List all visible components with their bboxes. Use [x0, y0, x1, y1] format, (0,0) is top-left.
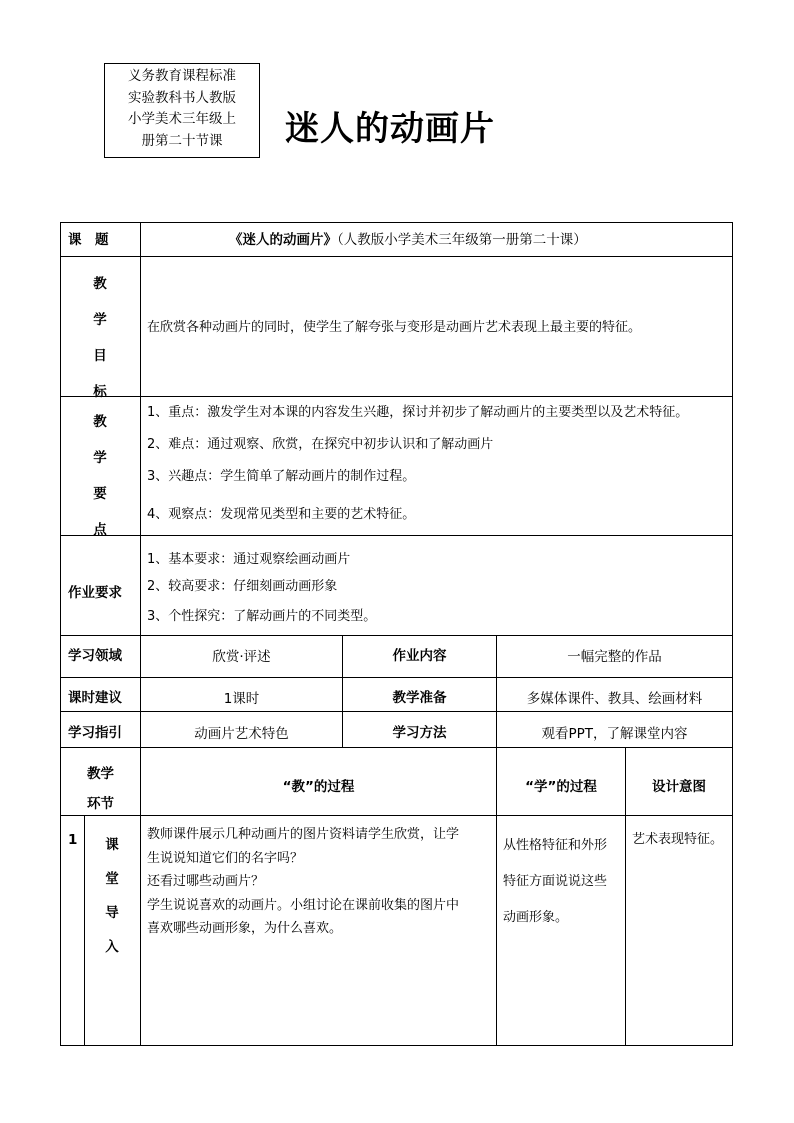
- study-guide-label: 学习指引: [68, 725, 122, 741]
- homework-item: 3、个性探究：了解动画片的不同类型。: [147, 609, 377, 624]
- topic-value: [229, 230, 587, 250]
- key-points-label-char: 学: [93, 450, 107, 466]
- teach-process-text: [147, 823, 459, 941]
- stage-name-char: 入: [105, 939, 119, 955]
- design-intent-text: 艺术表现特征。: [632, 832, 724, 847]
- learn-process-text: [503, 828, 607, 936]
- topic-label: 课 题: [68, 232, 109, 248]
- learn-process-line: 动画形象。: [503, 910, 569, 925]
- study-guide-value: 动画片艺术特色: [194, 726, 289, 742]
- stage-name-char: 课: [105, 837, 119, 853]
- homework-label: 作业要求: [68, 585, 122, 601]
- goals-label-char: 教: [93, 276, 107, 292]
- key-points-label-char: 教: [93, 414, 107, 430]
- course-label-line: 小学美术三年级上: [128, 111, 236, 127]
- stage-header-line: 环节: [87, 796, 114, 812]
- course-label-line: 册第二十节课: [141, 132, 223, 149]
- study-field-label: 学习领域: [68, 648, 122, 664]
- teach-process-line: 生说说知道它们的名字吗？: [147, 850, 304, 866]
- teach-process-line: 喜欢哪些动画形象，为什么喜欢。: [147, 921, 343, 936]
- goals-label-char: 学: [93, 312, 107, 328]
- learn-process-line: 从性格特征和外形: [503, 838, 608, 853]
- key-point-item: 3、兴趣点：学生简单了解动画片的制作过程。: [147, 469, 416, 484]
- key-point-item: 4、观察点：发现常见类型和主要的艺术特征。: [147, 507, 416, 522]
- homework-content-value: 一幅完整的作品: [567, 649, 662, 665]
- homework-item: 1、基本要求：通过观察绘画动画片: [147, 552, 351, 567]
- teach-process-header: “教”的过程: [282, 779, 355, 795]
- teach-process-line: 学生说说喜欢的动画片。小组讨论在课前收集的图片中: [147, 897, 460, 913]
- homework-item: 2、较高要求：仔细刻画动画形象: [147, 579, 338, 594]
- page-title: 迷人的动画片: [285, 109, 495, 149]
- topic-subtitle: （人教版小学美术三年级第一册第二十课）: [337, 232, 587, 248]
- stage-header: [61, 759, 140, 819]
- topic-title: 《迷人的动画片》: [229, 232, 337, 248]
- course-label-line: 义务教育课程标准: [128, 68, 236, 84]
- key-point-item: 1、重点：激发学生对本课的内容发生兴趣，探讨并初步了解动画片的主要类型以及艺术特征。: [147, 405, 689, 420]
- teaching-prep-value: 多媒体课件、教具、绘画材料: [526, 691, 703, 707]
- key-points-label-char: 要: [93, 486, 107, 502]
- stage-name: [102, 828, 122, 964]
- goals-label: [90, 266, 110, 410]
- key-points-label: [90, 404, 110, 548]
- key-point-item: 2、难点：通过观察、欣赏，在探究中初步认识和了解动画片: [147, 437, 494, 452]
- teaching-prep-label: 教学准备: [392, 690, 447, 706]
- stage-number: 1: [68, 832, 78, 848]
- learn-process-line: 特征方面说说这些: [503, 874, 608, 889]
- stage-name-char: 堂: [105, 871, 119, 887]
- goals-text: 在欣赏各种动画片的同时，使学生了解夸张与变形是动画片艺术表现上最主要的特征。: [147, 320, 642, 335]
- study-method-label: 学习方法: [392, 725, 447, 741]
- learn-process-header: “学”的过程: [525, 779, 597, 795]
- goals-label-char: 目: [93, 348, 107, 364]
- teach-process-line: 还看过哪些动画片？: [147, 874, 265, 889]
- teach-process-line: 教师课件展示几种动画片的图片资料请学生欣赏，让学: [147, 827, 460, 842]
- design-intent-header: 设计意图: [652, 779, 706, 795]
- class-hours-value: 1课时: [223, 691, 260, 707]
- class-hours-label: 课时建议: [68, 690, 122, 706]
- study-field-value: 欣赏·评述: [212, 649, 271, 665]
- course-label-line: 实验教科书人教版: [128, 89, 236, 106]
- stage-name-char: 导: [105, 905, 119, 921]
- study-method-value: 观看PPT，了解课堂内容: [541, 726, 688, 742]
- goals-label-char: 标: [93, 384, 107, 400]
- homework-content-label: 作业内容: [392, 648, 447, 664]
- stage-header-line: 教学: [87, 766, 114, 782]
- key-points-label-char: 点: [93, 522, 107, 538]
